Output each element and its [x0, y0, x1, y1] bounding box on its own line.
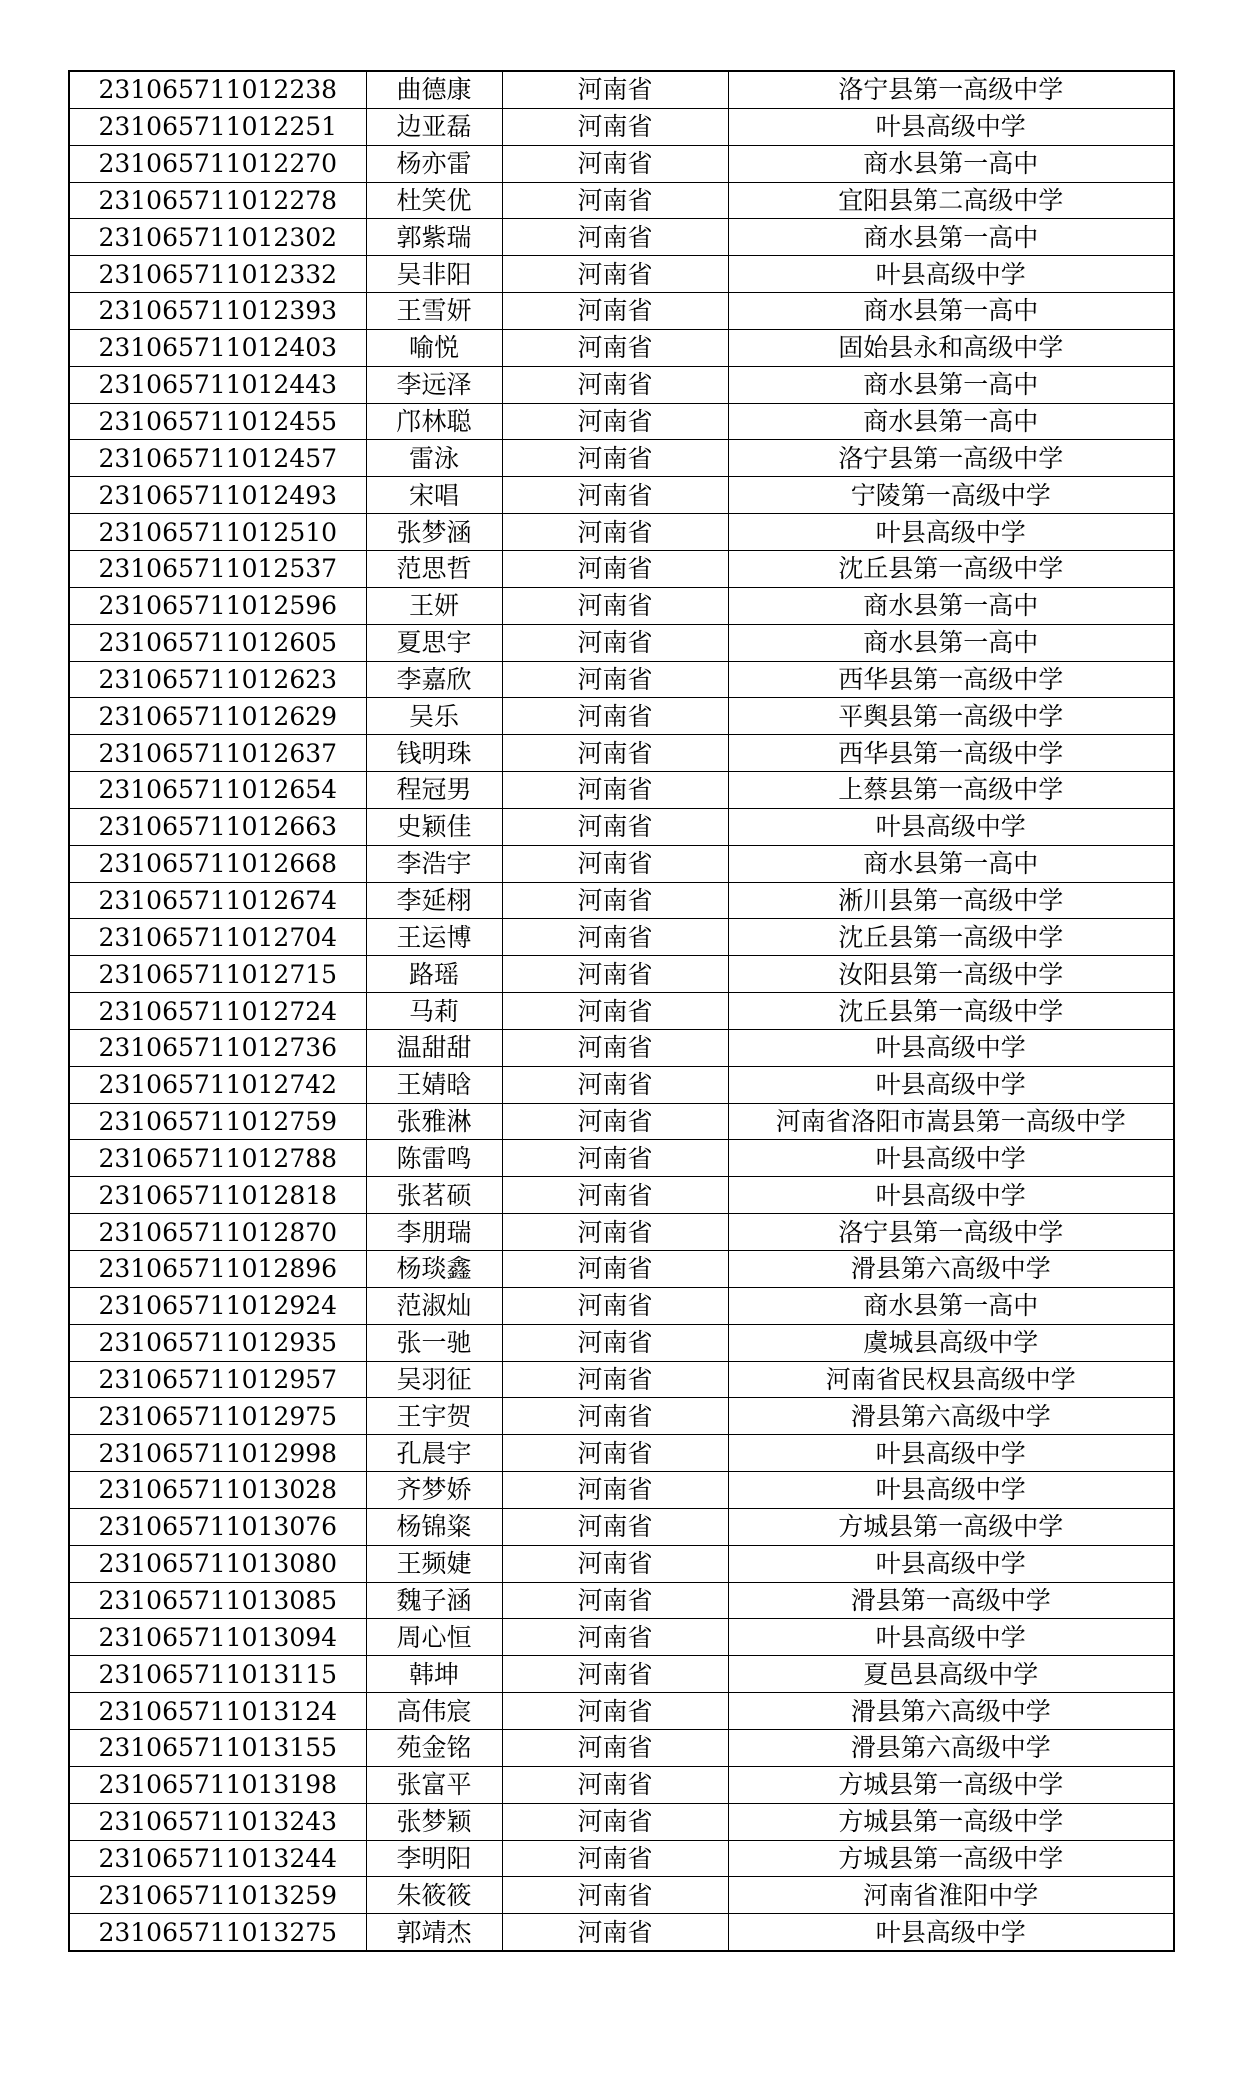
exam-id-cell: 231065711013085: [69, 1582, 366, 1619]
student-name-cell: 韩坤: [366, 1656, 502, 1693]
student-name-cell: 路瑶: [366, 956, 502, 993]
student-name-cell: 钱明珠: [366, 735, 502, 772]
student-name-cell: 朱筱筱: [366, 1877, 502, 1914]
table-row: [69, 956, 1174, 993]
table-row: [69, 1066, 1174, 1103]
exam-id-cell: 231065711012935: [69, 1324, 366, 1361]
province-cell: 河南省: [502, 1803, 728, 1840]
province-cell: 河南省: [502, 661, 728, 698]
table-row: [69, 1840, 1174, 1877]
table-row: [69, 477, 1174, 514]
school-cell: 滑县第一高级中学: [728, 1582, 1174, 1619]
province-cell: 河南省: [502, 1066, 728, 1103]
school-cell: 商水县第一高中: [728, 403, 1174, 440]
exam-id-cell: 231065711013124: [69, 1693, 366, 1730]
province-cell: 河南省: [502, 1656, 728, 1693]
school-cell: 商水县第一高中: [728, 845, 1174, 882]
table-row: [69, 1877, 1174, 1914]
school-cell: 叶县高级中学: [728, 1177, 1174, 1214]
student-name-cell: 程冠男: [366, 772, 502, 809]
province-cell: 河南省: [502, 1103, 728, 1140]
exam-id-cell: 231065711013094: [69, 1619, 366, 1656]
province-cell: 河南省: [502, 403, 728, 440]
exam-id-cell: 231065711012605: [69, 624, 366, 661]
table-row: [69, 845, 1174, 882]
table-row: [69, 1251, 1174, 1288]
student-name-cell: 杨亦雷: [366, 145, 502, 182]
province-cell: 河南省: [502, 1251, 728, 1288]
table-row: [69, 1582, 1174, 1619]
student-name-cell: 王雪妍: [366, 293, 502, 330]
student-name-cell: 吴羽征: [366, 1361, 502, 1398]
roster-table-body: [69, 71, 1174, 1951]
province-cell: 河南省: [502, 1766, 728, 1803]
table-row: [69, 219, 1174, 256]
table-row: [69, 1287, 1174, 1324]
school-cell: 叶县高级中学: [728, 1619, 1174, 1656]
table-row: [69, 772, 1174, 809]
table-row: [69, 1656, 1174, 1693]
province-cell: 河南省: [502, 1324, 728, 1361]
exam-id-cell: 231065711012510: [69, 514, 366, 551]
province-cell: 河南省: [502, 182, 728, 219]
exam-id-cell: 231065711013244: [69, 1840, 366, 1877]
province-cell: 河南省: [502, 993, 728, 1030]
province-cell: 河南省: [502, 1545, 728, 1582]
province-cell: 河南省: [502, 845, 728, 882]
school-cell: 方城县第一高级中学: [728, 1766, 1174, 1803]
table-row: [69, 108, 1174, 145]
province-cell: 河南省: [502, 1472, 728, 1509]
student-name-cell: 张一驰: [366, 1324, 502, 1361]
province-cell: 河南省: [502, 1029, 728, 1066]
table-row: [69, 624, 1174, 661]
school-cell: 虞城县高级中学: [728, 1324, 1174, 1361]
table-row: [69, 403, 1174, 440]
exam-id-cell: 231065711013155: [69, 1729, 366, 1766]
school-cell: 叶县高级中学: [728, 808, 1174, 845]
exam-id-cell: 231065711012788: [69, 1140, 366, 1177]
student-name-cell: 王妍: [366, 587, 502, 624]
student-name-cell: 张茗硕: [366, 1177, 502, 1214]
exam-id-cell: 231065711012457: [69, 440, 366, 477]
table-row: [69, 1214, 1174, 1251]
student-name-cell: 李远泽: [366, 366, 502, 403]
province-cell: 河南省: [502, 1287, 728, 1324]
student-name-cell: 张梦涵: [366, 514, 502, 551]
table-row: [69, 293, 1174, 330]
student-name-cell: 李明阳: [366, 1840, 502, 1877]
table-row: [69, 1324, 1174, 1361]
table-row: [69, 1398, 1174, 1435]
student-name-cell: 王宇贺: [366, 1398, 502, 1435]
student-name-cell: 孔晨宇: [366, 1435, 502, 1472]
province-cell: 河南省: [502, 440, 728, 477]
school-cell: 方城县第一高级中学: [728, 1803, 1174, 1840]
student-name-cell: 杨锦粢: [366, 1508, 502, 1545]
student-name-cell: 范淑灿: [366, 1287, 502, 1324]
table-row: [69, 256, 1174, 293]
exam-id-cell: 231065711012596: [69, 587, 366, 624]
exam-id-cell: 231065711012629: [69, 698, 366, 735]
province-cell: 河南省: [502, 1693, 728, 1730]
exam-id-cell: 231065711012443: [69, 366, 366, 403]
province-cell: 河南省: [502, 1619, 728, 1656]
province-cell: 河南省: [502, 1877, 728, 1914]
exam-id-cell: 231065711013028: [69, 1472, 366, 1509]
province-cell: 河南省: [502, 735, 728, 772]
school-cell: 叶县高级中学: [728, 1140, 1174, 1177]
exam-id-cell: 231065711012393: [69, 293, 366, 330]
province-cell: 河南省: [502, 366, 728, 403]
exam-id-cell: 231065711012957: [69, 1361, 366, 1398]
province-cell: 河南省: [502, 808, 728, 845]
table-row: [69, 145, 1174, 182]
province-cell: 河南省: [502, 956, 728, 993]
province-cell: 河南省: [502, 514, 728, 551]
province-cell: 河南省: [502, 1140, 728, 1177]
table-row: [69, 1472, 1174, 1509]
student-name-cell: 陈雷鸣: [366, 1140, 502, 1177]
school-cell: 叶县高级中学: [728, 514, 1174, 551]
school-cell: 平舆县第一高级中学: [728, 698, 1174, 735]
school-cell: 滑县第六高级中学: [728, 1729, 1174, 1766]
school-cell: 河南省淮阳中学: [728, 1877, 1174, 1914]
table-row: [69, 587, 1174, 624]
school-cell: 商水县第一高中: [728, 293, 1174, 330]
exam-id-cell: 231065711012998: [69, 1435, 366, 1472]
table-row: [69, 698, 1174, 735]
table-row: [69, 882, 1174, 919]
exam-id-cell: 231065711012870: [69, 1214, 366, 1251]
table-row: [69, 1803, 1174, 1840]
exam-id-cell: 231065711012663: [69, 808, 366, 845]
student-name-cell: 曲德康: [366, 71, 502, 108]
student-name-cell: 王婧晗: [366, 1066, 502, 1103]
province-cell: 河南省: [502, 71, 728, 108]
student-name-cell: 苑金铭: [366, 1729, 502, 1766]
table-row: [69, 1103, 1174, 1140]
exam-id-cell: 231065711012674: [69, 882, 366, 919]
school-cell: 上蔡县第一高级中学: [728, 772, 1174, 809]
exam-id-cell: 231065711012302: [69, 219, 366, 256]
table-row: [69, 1435, 1174, 1472]
province-cell: 河南省: [502, 477, 728, 514]
exam-id-cell: 231065711012759: [69, 1103, 366, 1140]
school-cell: 商水县第一高中: [728, 366, 1174, 403]
school-cell: 滑县第六高级中学: [728, 1693, 1174, 1730]
exam-id-cell: 231065711012403: [69, 329, 366, 366]
exam-id-cell: 231065711012896: [69, 1251, 366, 1288]
province-cell: 河南省: [502, 145, 728, 182]
table-row: [69, 71, 1174, 108]
province-cell: 河南省: [502, 1214, 728, 1251]
exam-id-cell: 231065711012724: [69, 993, 366, 1030]
student-name-cell: 李浩宇: [366, 845, 502, 882]
table-row: [69, 1619, 1174, 1656]
exam-id-cell: 231065711012493: [69, 477, 366, 514]
school-cell: 固始县永和高级中学: [728, 329, 1174, 366]
student-name-cell: 马莉: [366, 993, 502, 1030]
student-name-cell: 齐梦娇: [366, 1472, 502, 1509]
exam-id-cell: 231065711013275: [69, 1914, 366, 1951]
table-row: [69, 1914, 1174, 1951]
student-name-cell: 邝林聪: [366, 403, 502, 440]
table-row: [69, 808, 1174, 845]
exam-id-cell: 231065711012537: [69, 550, 366, 587]
student-name-cell: 喻悦: [366, 329, 502, 366]
province-cell: 河南省: [502, 624, 728, 661]
school-cell: 滑县第六高级中学: [728, 1398, 1174, 1435]
school-cell: 河南省洛阳市嵩县第一高级中学: [728, 1103, 1174, 1140]
student-name-cell: 温甜甜: [366, 1029, 502, 1066]
student-name-cell: 李延栩: [366, 882, 502, 919]
school-cell: 河南省民权县高级中学: [728, 1361, 1174, 1398]
exam-id-cell: 231065711012736: [69, 1029, 366, 1066]
table-row: [69, 1729, 1174, 1766]
table-row: [69, 440, 1174, 477]
province-cell: 河南省: [502, 1582, 728, 1619]
student-name-cell: 张雅淋: [366, 1103, 502, 1140]
exam-id-cell: 231065711012637: [69, 735, 366, 772]
province-cell: 河南省: [502, 772, 728, 809]
province-cell: 河南省: [502, 1435, 728, 1472]
school-cell: 方城县第一高级中学: [728, 1840, 1174, 1877]
school-cell: 叶县高级中学: [728, 108, 1174, 145]
school-cell: 叶县高级中学: [728, 256, 1174, 293]
table-row: [69, 1140, 1174, 1177]
table-row: [69, 1029, 1174, 1066]
province-cell: 河南省: [502, 1729, 728, 1766]
school-cell: 洛宁县第一高级中学: [728, 71, 1174, 108]
school-cell: 洛宁县第一高级中学: [728, 1214, 1174, 1251]
student-name-cell: 周心恒: [366, 1619, 502, 1656]
student-name-cell: 范思哲: [366, 550, 502, 587]
school-cell: 沈丘县第一高级中学: [728, 919, 1174, 956]
exam-id-cell: 231065711012975: [69, 1398, 366, 1435]
exam-id-cell: 231065711013115: [69, 1656, 366, 1693]
province-cell: 河南省: [502, 1840, 728, 1877]
exam-id-cell: 231065711013198: [69, 1766, 366, 1803]
school-cell: 沈丘县第一高级中学: [728, 993, 1174, 1030]
school-cell: 叶县高级中学: [728, 1472, 1174, 1509]
exam-id-cell: 231065711012623: [69, 661, 366, 698]
province-cell: 河南省: [502, 698, 728, 735]
school-cell: 叶县高级中学: [728, 1029, 1174, 1066]
school-cell: 叶县高级中学: [728, 1545, 1174, 1582]
table-row: [69, 1693, 1174, 1730]
province-cell: 河南省: [502, 550, 728, 587]
student-name-cell: 高伟宸: [366, 1693, 502, 1730]
school-cell: 洛宁县第一高级中学: [728, 440, 1174, 477]
province-cell: 河南省: [502, 882, 728, 919]
exam-id-cell: 231065711012818: [69, 1177, 366, 1214]
exam-id-cell: 231065711012924: [69, 1287, 366, 1324]
exam-id-cell: 231065711012278: [69, 182, 366, 219]
table-row: [69, 1545, 1174, 1582]
school-cell: 宁陵第一高级中学: [728, 477, 1174, 514]
province-cell: 河南省: [502, 1177, 728, 1214]
school-cell: 商水县第一高中: [728, 219, 1174, 256]
province-cell: 河南省: [502, 1361, 728, 1398]
student-name-cell: 杨琰鑫: [366, 1251, 502, 1288]
student-name-cell: 郭靖杰: [366, 1914, 502, 1951]
school-cell: 商水县第一高中: [728, 587, 1174, 624]
province-cell: 河南省: [502, 919, 728, 956]
table-row: [69, 329, 1174, 366]
student-name-cell: 夏思宇: [366, 624, 502, 661]
province-cell: 河南省: [502, 108, 728, 145]
exam-id-cell: 231065711012742: [69, 1066, 366, 1103]
province-cell: 河南省: [502, 329, 728, 366]
student-name-cell: 李朋瑞: [366, 1214, 502, 1251]
student-name-cell: 张梦颖: [366, 1803, 502, 1840]
school-cell: 商水县第一高中: [728, 624, 1174, 661]
school-cell: 方城县第一高级中学: [728, 1508, 1174, 1545]
student-name-cell: 魏子涵: [366, 1582, 502, 1619]
province-cell: 河南省: [502, 293, 728, 330]
student-name-cell: 郭紫瑞: [366, 219, 502, 256]
exam-id-cell: 231065711012654: [69, 772, 366, 809]
exam-id-cell: 231065711012715: [69, 956, 366, 993]
school-cell: 滑县第六高级中学: [728, 1251, 1174, 1288]
school-cell: 西华县第一高级中学: [728, 735, 1174, 772]
student-name-cell: 雷泳: [366, 440, 502, 477]
exam-id-cell: 231065711012704: [69, 919, 366, 956]
table-row: [69, 1766, 1174, 1803]
student-name-cell: 吴非阳: [366, 256, 502, 293]
exam-id-cell: 231065711013080: [69, 1545, 366, 1582]
school-cell: 淅川县第一高级中学: [728, 882, 1174, 919]
table-row: [69, 1508, 1174, 1545]
table-row: [69, 1361, 1174, 1398]
province-cell: 河南省: [502, 1508, 728, 1545]
table-row: [69, 919, 1174, 956]
province-cell: 河南省: [502, 256, 728, 293]
exam-id-cell: 231065711013076: [69, 1508, 366, 1545]
table-row: [69, 182, 1174, 219]
student-name-cell: 李嘉欣: [366, 661, 502, 698]
student-name-cell: 吴乐: [366, 698, 502, 735]
roster-table: [68, 70, 1175, 1952]
province-cell: 河南省: [502, 587, 728, 624]
school-cell: 夏邑县高级中学: [728, 1656, 1174, 1693]
province-cell: 河南省: [502, 1398, 728, 1435]
school-cell: 西华县第一高级中学: [728, 661, 1174, 698]
exam-id-cell: 231065711012238: [69, 71, 366, 108]
student-name-cell: 王频婕: [366, 1545, 502, 1582]
student-name-cell: 宋唱: [366, 477, 502, 514]
school-cell: 叶县高级中学: [728, 1914, 1174, 1951]
table-row: [69, 1177, 1174, 1214]
school-cell: 商水县第一高中: [728, 1287, 1174, 1324]
student-name-cell: 王运博: [366, 919, 502, 956]
student-name-cell: 边亚磊: [366, 108, 502, 145]
table-row: [69, 661, 1174, 698]
exam-id-cell: 231065711012251: [69, 108, 366, 145]
exam-id-cell: 231065711012332: [69, 256, 366, 293]
school-cell: 宜阳县第二高级中学: [728, 182, 1174, 219]
table-row: [69, 735, 1174, 772]
school-cell: 商水县第一高中: [728, 145, 1174, 182]
school-cell: 沈丘县第一高级中学: [728, 550, 1174, 587]
table-row: [69, 514, 1174, 551]
table-row: [69, 993, 1174, 1030]
province-cell: 河南省: [502, 219, 728, 256]
exam-id-cell: 231065711013243: [69, 1803, 366, 1840]
school-cell: 叶县高级中学: [728, 1066, 1174, 1103]
school-cell: 叶县高级中学: [728, 1435, 1174, 1472]
exam-id-cell: 231065711012668: [69, 845, 366, 882]
table-row: [69, 550, 1174, 587]
exam-id-cell: 231065711013259: [69, 1877, 366, 1914]
province-cell: 河南省: [502, 1914, 728, 1951]
exam-id-cell: 231065711012270: [69, 145, 366, 182]
exam-id-cell: 231065711012455: [69, 403, 366, 440]
student-name-cell: 杜笑优: [366, 182, 502, 219]
student-name-cell: 史颖佳: [366, 808, 502, 845]
student-name-cell: 张富平: [366, 1766, 502, 1803]
school-cell: 汝阳县第一高级中学: [728, 956, 1174, 993]
table-row: [69, 366, 1174, 403]
